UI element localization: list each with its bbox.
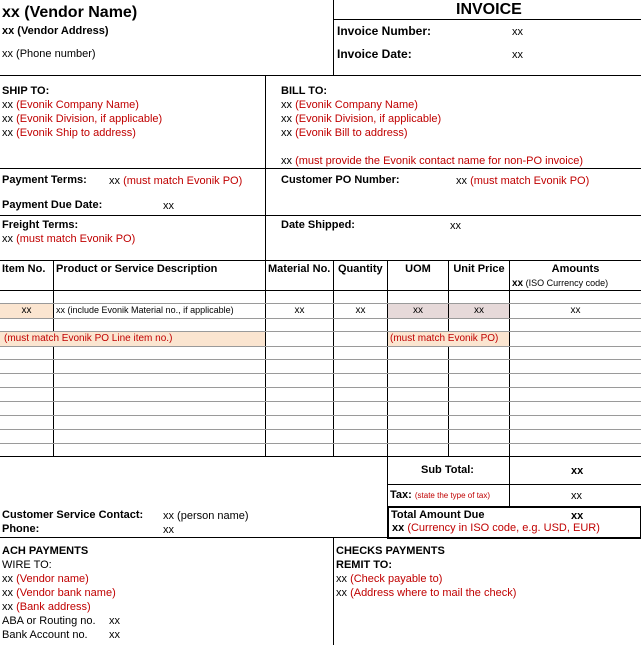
ach-line: xx (Vendor bank name): [2, 587, 116, 599]
aba-value[interactable]: xx: [109, 615, 120, 627]
invoice-title: INVOICE: [456, 1, 522, 18]
invoice-number-value[interactable]: xx: [512, 26, 523, 38]
tax-label: Tax: (state the type of tax): [390, 489, 491, 501]
bill-to-line: xx (Evonik Company Name): [281, 99, 418, 111]
row-unit-price[interactable]: xx: [474, 305, 484, 316]
wire-to-label: WIRE TO:: [2, 559, 52, 571]
col-header-material-no: Material No.: [268, 263, 331, 275]
payment-terms-label: Payment Terms:: [2, 174, 87, 186]
remit-to-label: REMIT TO:: [336, 559, 393, 571]
date-shipped-value[interactable]: xx: [450, 220, 461, 232]
ach-heading: ACH PAYMENTS: [2, 545, 89, 557]
col-header-description: Product or Service Description: [56, 263, 218, 275]
note-po-match: (must match Evonik PO): [390, 333, 499, 344]
row-uom[interactable]: xx: [413, 305, 423, 316]
col-header-item-no: Item No.: [2, 263, 46, 275]
phone-label: Phone:: [2, 523, 40, 535]
service-contact-label: Customer Service Contact:: [2, 509, 144, 521]
row-item-no[interactable]: xx: [21, 305, 32, 316]
aba-label: ABA or Routing no.: [2, 615, 96, 627]
customer-po-label: Customer PO Number:: [281, 174, 400, 186]
account-label: Bank Account no.: [2, 629, 88, 641]
customer-po-value[interactable]: xx (must match Evonik PO): [456, 175, 590, 187]
ach-line: xx (Vendor name): [2, 573, 89, 585]
bill-to-line: xx (Evonik Bill to address): [281, 127, 408, 139]
col-header-quantity: Quantity: [338, 263, 383, 275]
row-material-no[interactable]: xx: [294, 305, 305, 316]
invoice-number-label: Invoice Number:: [337, 24, 432, 38]
row-amount[interactable]: xx: [570, 305, 581, 316]
ship-to-line: xx (Evonik Ship to address): [2, 127, 136, 139]
bill-to-line: xx (Evonik Division, if applicable): [281, 113, 442, 125]
payment-due-value[interactable]: xx: [163, 200, 174, 212]
vendor-address: xx (Vendor Address): [2, 25, 109, 37]
bill-to-contact: xx (must provide the Evonik contact name for non-PO invoice): [281, 155, 584, 167]
vendor-phone: xx (Phone number): [2, 48, 96, 60]
freight-terms-label: Freight Terms:: [2, 219, 79, 231]
subtotal-value[interactable]: xx: [571, 465, 584, 477]
ship-to-line: xx (Evonik Company Name): [2, 99, 139, 111]
payment-terms-value[interactable]: xx (must match Evonik PO): [109, 175, 243, 187]
ach-line: xx (Bank address): [2, 601, 91, 613]
subtotal-label: Sub Total:: [421, 464, 474, 476]
ship-to-line: xx (Evonik Division, if applicable): [2, 113, 163, 125]
ship-to-heading: SHIP TO:: [2, 85, 50, 97]
checks-heading: CHECKS PAYMENTS: [336, 545, 445, 557]
vendor-name: xx (Vendor Name): [2, 4, 138, 21]
invoice-date-label: Invoice Date:: [337, 47, 412, 61]
payment-due-label: Payment Due Date:: [2, 199, 103, 211]
col-header-amounts: Amounts: [551, 263, 600, 275]
checks-line: xx (Check payable to): [336, 573, 443, 585]
tax-value[interactable]: xx: [571, 490, 582, 502]
col-header-uom: UOM: [405, 263, 431, 275]
row-quantity[interactable]: xx: [355, 305, 366, 316]
total-currency: xx (Currency in ISO code, e.g. USD, EUR): [392, 522, 600, 534]
freight-terms-value[interactable]: xx (must match Evonik PO): [2, 233, 136, 245]
service-contact-value[interactable]: xx (person name): [163, 510, 249, 522]
total-due-value[interactable]: xx: [571, 510, 584, 522]
note-po-line-item: (must match Evonik PO Line item no.): [4, 333, 173, 344]
checks-line: xx (Address where to mail the check): [336, 587, 517, 599]
col-header-unit-price: Unit Price: [453, 263, 505, 275]
account-value[interactable]: xx: [109, 629, 120, 641]
bill-to-heading: BILL TO:: [281, 85, 328, 97]
currency-code-note: xx (ISO Currency code): [512, 278, 609, 289]
invoice-date-value[interactable]: xx: [512, 49, 523, 61]
date-shipped-label: Date Shipped:: [281, 219, 355, 231]
phone-value[interactable]: xx: [163, 524, 174, 536]
row-description[interactable]: xx (include Evonik Material no., if applicable): [56, 305, 234, 315]
total-due-label: Total Amount Due: [391, 509, 485, 521]
